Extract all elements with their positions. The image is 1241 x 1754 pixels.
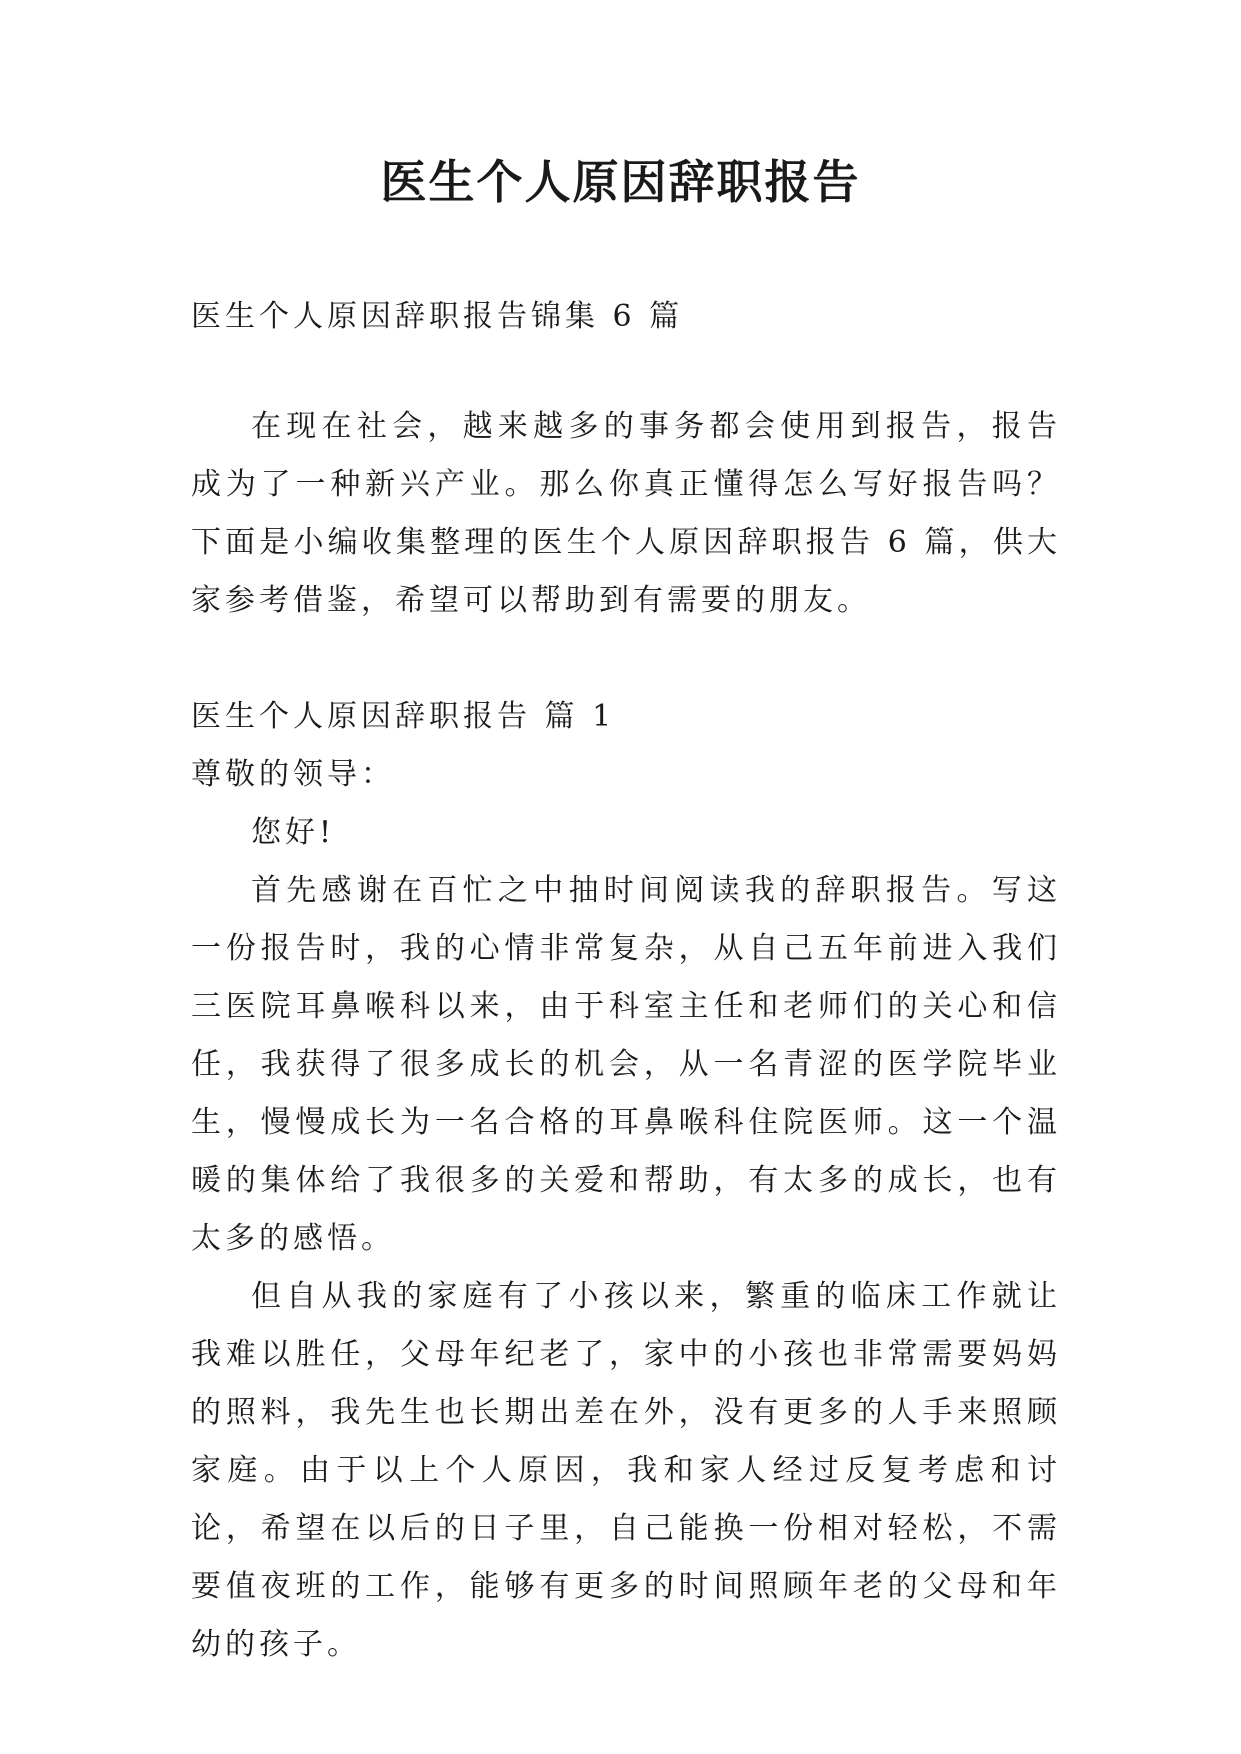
body-paragraph: 首先感谢在百忙之中抽时间阅读我的辞职报告。写这一份报告时，我的心情非常复杂，从自己五年前进入我们三医院耳鼻喉科以来，由于科室主任和老师们的关心和信任，我获得了很多成长的机会，从一名青涩的医学院毕业生，慢慢成长为一名合格的耳鼻喉科住院医师。这一个温暖的集体给了我很多的关爱和帮助，有太多的成长，也有太多的感悟。 xyxy=(191,873,1061,1256)
greeting: 您好! xyxy=(251,815,336,850)
document-subtitle: 医生个人原因辞职报告锦集 6 篇 xyxy=(191,299,684,334)
document-body xyxy=(191,288,1061,1674)
intro-paragraph: 在现在社会，越来越多的事务都会使用到报告，报告成为了一种新兴产业。那么你真正懂得怎么写好报告吗？下面是小编收集整理的医生个人原因辞职报告 6 篇，供大家参考借鉴，希望可以帮助到有需要的朋友。 xyxy=(191,409,1061,618)
document-title: 医生个人原因辞职报告 xyxy=(380,155,861,209)
section-heading: 医生个人原因辞职报告 篇 1 xyxy=(191,699,616,734)
body-paragraph: 但自从我的家庭有了小孩以来，繁重的临床工作就让我难以胜任，父母年纪老了，家中的小孩也非常需要妈妈的照料，我先生也长期出差在外，没有更多的人手来照顾家庭。由于以上个人原因，我和家人经过反复考虑和讨论，希望在以后的日子里，自己能换一份相对轻松，不需要值夜班的工作，能够有更多的时间照顾年老的父母和年幼的孩子。 xyxy=(191,1279,1061,1662)
salutation: 尊敬的领导： xyxy=(191,757,395,792)
